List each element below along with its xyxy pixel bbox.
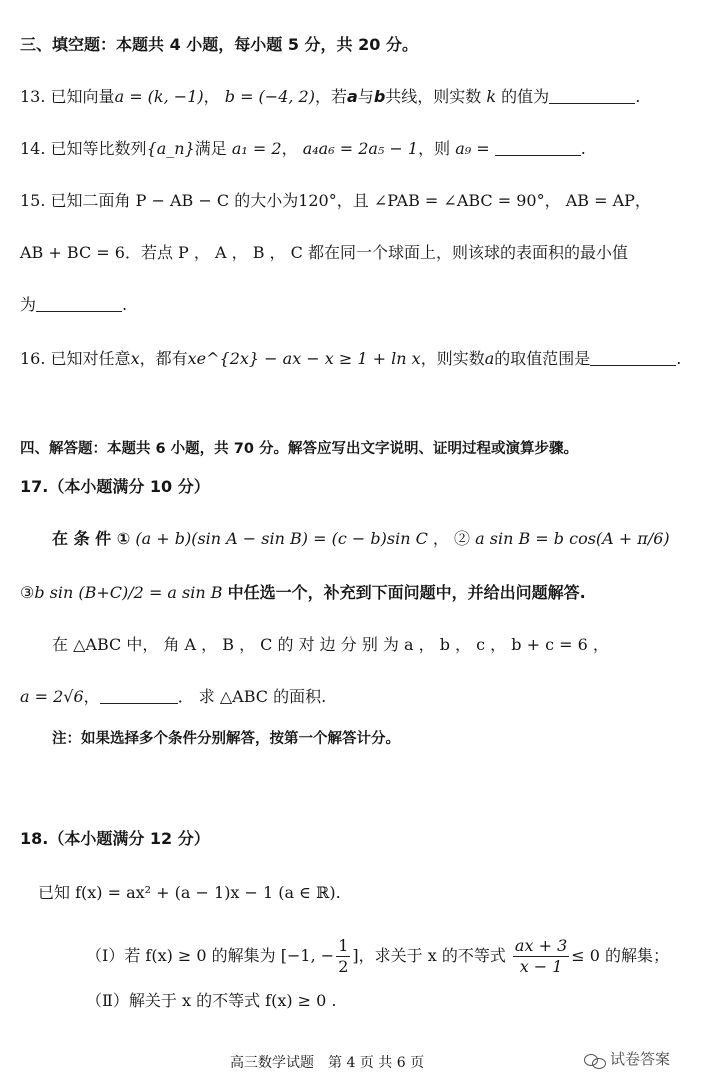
- q16-answer-blank[interactable]: [590, 349, 676, 366]
- q17-cond2-label: ， ②: [432, 529, 471, 548]
- q13-k: k: [486, 87, 497, 106]
- q15-line3-prefix: 为: [20, 295, 37, 314]
- q18-part1-b: ]，求关于 x 的不等式: [352, 946, 506, 965]
- q16-end: .: [676, 349, 682, 368]
- q13-vector-b: b = (−4, 2): [224, 87, 315, 106]
- q14-text-a: 已知等比数列: [50, 139, 147, 158]
- watermark: [584, 1048, 670, 1069]
- watermark-text: 试卷答案: [610, 1050, 671, 1068]
- q15-line2: AB + BC = 6．若点 P ， A ， B ， C 都在同一个球面上，则该球的表面积的最小值: [20, 243, 628, 262]
- q18-part2: （Ⅱ）解关于 x 的不等式 f(x) ≥ 0 .: [86, 991, 337, 1010]
- q17-cond-tail: 中任选一个，补充到下面问题中，并给出问题解答.: [227, 583, 586, 602]
- question-16: [20, 348, 681, 370]
- q18-title: 18.（本小题满分 12 分）: [20, 829, 210, 848]
- q18-given: 已知 f(x) = ax² + (a − 1)x − 1 (a ∈ ℝ).: [38, 883, 341, 902]
- q13-number: 13.: [20, 87, 46, 106]
- q17-condition-3: b sin (B+C)/2 = a sin B: [34, 583, 223, 602]
- q13-text-d: 的值为: [501, 87, 550, 106]
- q18-part1-a: （Ⅰ）若 f(x) ≥ 0 的解集为 [−1, −: [86, 946, 335, 965]
- q16-text-b: ，都有: [139, 349, 188, 368]
- q18-fraction-half: $\frac{1}{2}$: [338, 936, 349, 976]
- q17-cond-intro: 在 条 件 ①: [52, 529, 131, 548]
- q14-condition-1: a₁ = 2: [231, 139, 282, 158]
- q17-problem-line-2: a = 2√6， ． 求 △ABC 的面积.: [20, 687, 327, 706]
- q15-number: 15.: [20, 191, 46, 210]
- q16-number: 16.: [20, 349, 46, 368]
- wechat-icon: [584, 1052, 606, 1068]
- q17-condition-2: a sin B = b cos(A + π/6): [475, 529, 670, 548]
- q14-text-b: 满足: [194, 139, 227, 158]
- q13-a: a: [347, 87, 358, 106]
- q15-line1: 已知二面角 P − AB − C 的大小为120°，且 ∠PAB = ∠ABC = 90°， AB = AP，: [50, 191, 651, 210]
- q18-fraction-ineq: $\frac{ax + 3}{x - 1}$: [514, 936, 568, 976]
- q13-end: .: [635, 87, 641, 106]
- q16-inequality: xe^{2x} − ax − x ≥ 1 + ln x: [187, 349, 421, 368]
- q17-condition-1: (a + b)(sin A − sin B) = (c − b)sin C: [135, 529, 428, 548]
- q14-end: .: [580, 139, 586, 158]
- q15-end: .: [122, 295, 128, 314]
- q13-answer-blank[interactable]: [549, 87, 635, 104]
- q15-answer-blank[interactable]: [36, 295, 122, 312]
- q14-comma: ，: [281, 139, 298, 158]
- q16-x: x: [130, 349, 140, 368]
- q17-condition-blank[interactable]: [100, 687, 178, 704]
- q17-problem-line-1: 在 △ABC 中， 角 A ， B ， C 的 对 边 分 别 为 a ， b ， c ， b + c = 6 ，: [52, 635, 609, 654]
- q13-text-b: ，若: [314, 87, 347, 106]
- question-13: [20, 86, 640, 108]
- q13-yu: 与: [357, 87, 374, 106]
- q16-text-c: ，则实数: [420, 349, 485, 368]
- q13-b: b: [373, 87, 386, 106]
- q17-side-a: a = 2√6: [20, 687, 84, 706]
- q13-vector-a: a = (k, −1): [114, 87, 204, 106]
- q17-cond3-label: ③: [20, 583, 35, 602]
- q17-conditions-line-2: [20, 582, 586, 604]
- q14-target: a₉ =: [455, 139, 490, 158]
- question-15-line-3: [20, 294, 127, 316]
- q18-part1-c: ≤ 0 的解集；: [571, 946, 670, 965]
- q17-title: 17.（本小题满分 10 分）: [20, 477, 210, 496]
- q14-number: 14.: [20, 139, 46, 158]
- q14-sequence: {a_n}: [146, 139, 195, 158]
- q13-text-a: 已知向量: [50, 87, 115, 106]
- q13-text-c: 共线，则实数: [385, 87, 482, 106]
- q14-condition-2: a₄a₆ = 2a₅ − 1: [302, 139, 419, 158]
- question-14: [20, 138, 586, 160]
- section4-header: 四、解答题：本题共 6 小题，共 70 分。解答应写出文字说明、证明过程或演算步骤。: [20, 441, 578, 457]
- q16-text-d: 的取值范围是: [494, 349, 591, 368]
- q17-area-text: ． 求 △ABC 的面积.: [177, 687, 327, 706]
- q16-text-a: 已知对任意: [50, 349, 131, 368]
- q17-note: 注：如果选择多个条件分别解答，按第一个解答计分。: [52, 731, 400, 747]
- q16-a: a: [484, 349, 495, 368]
- q17-conditions-line-1: [52, 528, 670, 550]
- page-footer: 高三数学试题 第 4 页 共 6 页: [230, 1055, 425, 1071]
- q14-answer-blank[interactable]: [495, 139, 581, 156]
- q13-comma: ，: [203, 87, 220, 106]
- question-15-line-1: [20, 190, 651, 212]
- section3-header: 三、填空题：本题共 4 小题，每小题 5 分，共 20 分。: [20, 35, 418, 54]
- q18-part-1: [86, 934, 669, 978]
- q14-text-c: ，则: [418, 139, 451, 158]
